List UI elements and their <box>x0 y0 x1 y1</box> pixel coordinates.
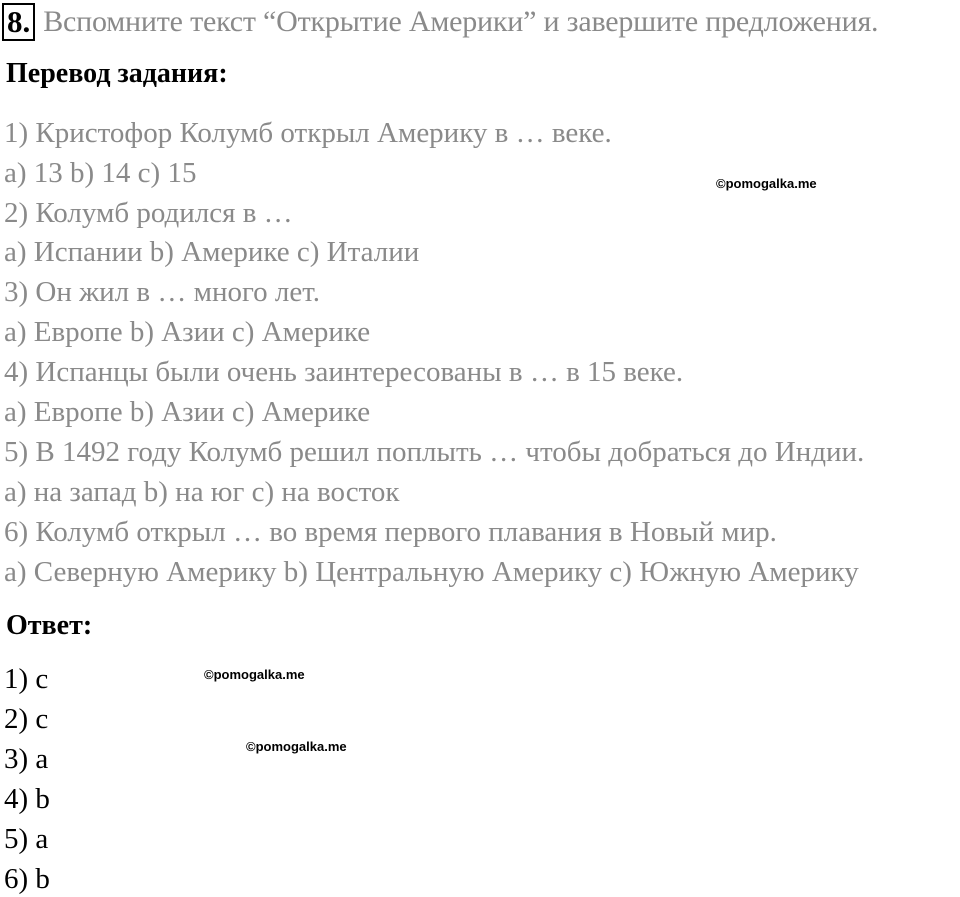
question-options: a) на запад b) на юг c) на восток <box>4 476 400 508</box>
watermark: ©pomogalka.me <box>246 739 347 754</box>
watermark: ©pomogalka.me <box>204 667 305 682</box>
task-instruction: Вспомните текст “Открытие Америки” и завершите предложения. <box>43 5 879 38</box>
answer-heading: Ответ: <box>6 610 93 641</box>
answer-item: 6) b <box>4 863 50 895</box>
task-number: 8. <box>2 3 35 41</box>
answer-item: 2) c <box>4 703 49 735</box>
question-options: a) Европе b) Азии c) Америке <box>4 316 371 348</box>
answer-item: 4) b <box>4 783 50 815</box>
question-line: 4) Испанцы были очень заинтересованы в … в 15 веке. <box>4 356 684 388</box>
question-line: 2) Колумб родился в … <box>4 197 293 229</box>
question-options: a) 13 b) 14 c) 15 <box>4 157 197 189</box>
answer-item: 3) a <box>4 743 49 775</box>
question-line: 1) Кристофор Колумб открыл Америку в … веке. <box>4 117 612 149</box>
task-header <box>2 0 878 44</box>
answer-item: 1) c <box>4 663 49 695</box>
question-line: 3) Он жил в … много лет. <box>4 276 320 308</box>
question-options: a) Европе b) Азии c) Америке <box>4 396 371 428</box>
watermark: ©pomogalka.me <box>716 176 817 191</box>
question-options: a) Испании b) Америке c) Италии <box>4 236 420 268</box>
question-line: 5) В 1492 году Колумб решил поплыть … чтобы добраться до Индии. <box>4 436 865 468</box>
translation-heading: Перевод задания: <box>6 58 228 89</box>
question-line: 6) Колумб открыл … во время первого плавания в Новый мир. <box>4 516 777 548</box>
answer-item: 5) a <box>4 823 49 855</box>
question-options: a) Северную Америку b) Центральную Америку c) Южную Америку <box>4 556 859 588</box>
